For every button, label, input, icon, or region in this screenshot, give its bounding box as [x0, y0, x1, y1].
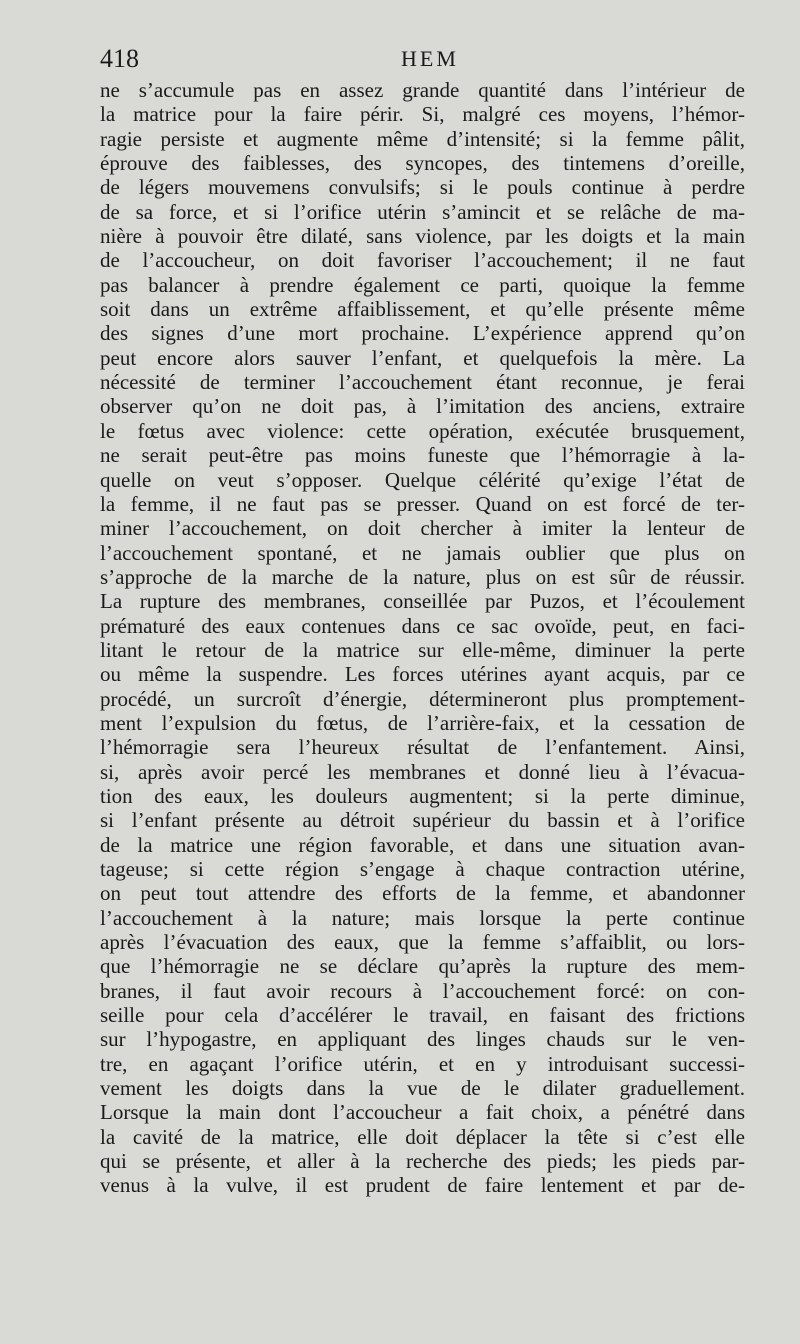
text-line: seille pour cela d’accélérer le travail, en faisant des frictions — [100, 1003, 745, 1028]
text-line: le fœtus avec violence: cette opération, exécutée brusquement, — [100, 418, 745, 443]
text-line: ment l’expulsion du fœtus, de l’arrière-faix, et la cessation de — [100, 710, 745, 735]
text-line: prématuré des eaux contenues dans ce sac ovoïde, peut, en faci- — [100, 613, 745, 638]
text-line: si l’enfant présente au détroit supérieur du bassin et à l’orifice — [100, 808, 745, 833]
text-line: ou même la suspendre. Les forces utérines ayant acquis, par ce — [100, 662, 745, 687]
text-line: que l’hémorragie ne se déclare qu’après la rupture des mem- — [100, 954, 745, 979]
text-line: ne serait peut-être pas moins funeste que l’hémorragie à la- — [100, 443, 745, 468]
text-line: observer qu’on ne doit pas, à l’imitation des anciens, extraire — [100, 394, 745, 419]
text-line: procédé, un surcroît d’énergie, détermineront plus promptement- — [100, 686, 745, 711]
text-line: venus à la vulve, il est prudent de faire lentement et par de- — [100, 1173, 745, 1198]
text-line: qui se présente, et aller à la recherche des pieds; les pieds par- — [100, 1149, 745, 1174]
text-line: tageuse; si cette région s’engage à chaque contraction utérine, — [100, 857, 745, 881]
text-line: la matrice pour la faire périr. Si, malgré ces moyens, l’hémor- — [100, 102, 745, 127]
page-number: 418 — [100, 44, 139, 73]
text-line: de la matrice une région favorable, et dans une situation avan- — [100, 832, 745, 857]
text-line: miner l’accouchement, on doit chercher à imiter la lenteur de — [100, 516, 745, 541]
text-line: litant le retour de la matrice sur elle-même, diminuer la perte — [100, 637, 745, 662]
text-line: quelle on veut s’opposer. Quelque célérité qu’exige l’état de — [100, 467, 745, 492]
text-line: éprouve des faiblesses, des syncopes, des tintemens d’oreille, — [100, 151, 745, 176]
running-head: HEM — [401, 46, 459, 71]
text-line: nécessité de terminer l’accouchement étant reconnue, je ferai — [100, 370, 745, 395]
text-line: la femme, il ne faut pas se presser. Quand on est forcé de ter- — [100, 491, 745, 516]
body-text — [100, 78, 745, 1198]
text-line: Lorsque la main dont l’accoucheur a fait choix, a pénétré dans — [100, 1100, 745, 1125]
text-line: nière à pouvoir être dilaté, sans violence, par les doigts et la main — [100, 224, 745, 249]
text-line: la cavité de la matrice, elle doit déplacer la tête si c’est elle — [100, 1124, 745, 1149]
text-line: vement les doigts dans la vue de le dilater graduellement. — [100, 1076, 745, 1101]
text-line: pas balancer à prendre également ce parti, quoique la femme — [100, 272, 745, 297]
text-line: de l’accoucheur, on doit favoriser l’accouchement; il ne faut — [100, 248, 745, 273]
text-line: tion des eaux, les douleurs augmentent; si la perte diminue, — [100, 783, 745, 808]
text-line: ragie persiste et augmente même d’intensité; si la femme pâlit, — [100, 126, 745, 151]
text-line: l’hémorragie sera l’heureux résultat de l’enfantement. Ainsi, — [100, 735, 745, 760]
text-line: on peut tout attendre des efforts de la femme, et abandonner — [100, 881, 745, 906]
text-line: sur l’hypogastre, en appliquant des linges chauds sur le ven- — [100, 1027, 745, 1052]
text-line: l’accouchement spontané, et ne jamais oublier que plus on — [100, 540, 745, 565]
text-line: La rupture des membranes, conseillée par Puzos, et l’écoulement — [100, 589, 745, 614]
text-line: l’accouchement à la nature; mais lorsque la perte continue — [100, 905, 745, 930]
text-line: peut encore alors sauver l’enfant, et quelquefois la mère. La — [100, 345, 745, 370]
text-line: des signes d’une mort prochaine. L’expérience apprend qu’on — [100, 321, 745, 346]
text-line: après l’évacuation des eaux, que la femme s’affaiblit, ou lors- — [100, 930, 745, 955]
page-header — [100, 42, 760, 76]
text-line: de sa force, et si l’orifice utérin s’amincit et se relâche de ma- — [100, 199, 745, 224]
text-line: soit dans un extrême affaiblissement, et qu’elle présente même — [100, 297, 745, 322]
text-line: de légers mouvemens convulsifs; si le pouls continue à perdre — [100, 175, 745, 200]
text-line: tre, en agaçant l’orifice utérin, et en y introduisant successi- — [100, 1051, 745, 1076]
text-line: ne s’accumule pas en assez grande quantité dans l’intérieur de — [100, 78, 745, 102]
text-line: branes, il faut avoir recours à l’accouchement forcé: on con- — [100, 978, 745, 1003]
text-line: si, après avoir percé les membranes et donné lieu à l’évacua- — [100, 759, 745, 784]
text-line: s’approche de la marche de la nature, plus on est sûr de réussir. — [100, 564, 745, 589]
